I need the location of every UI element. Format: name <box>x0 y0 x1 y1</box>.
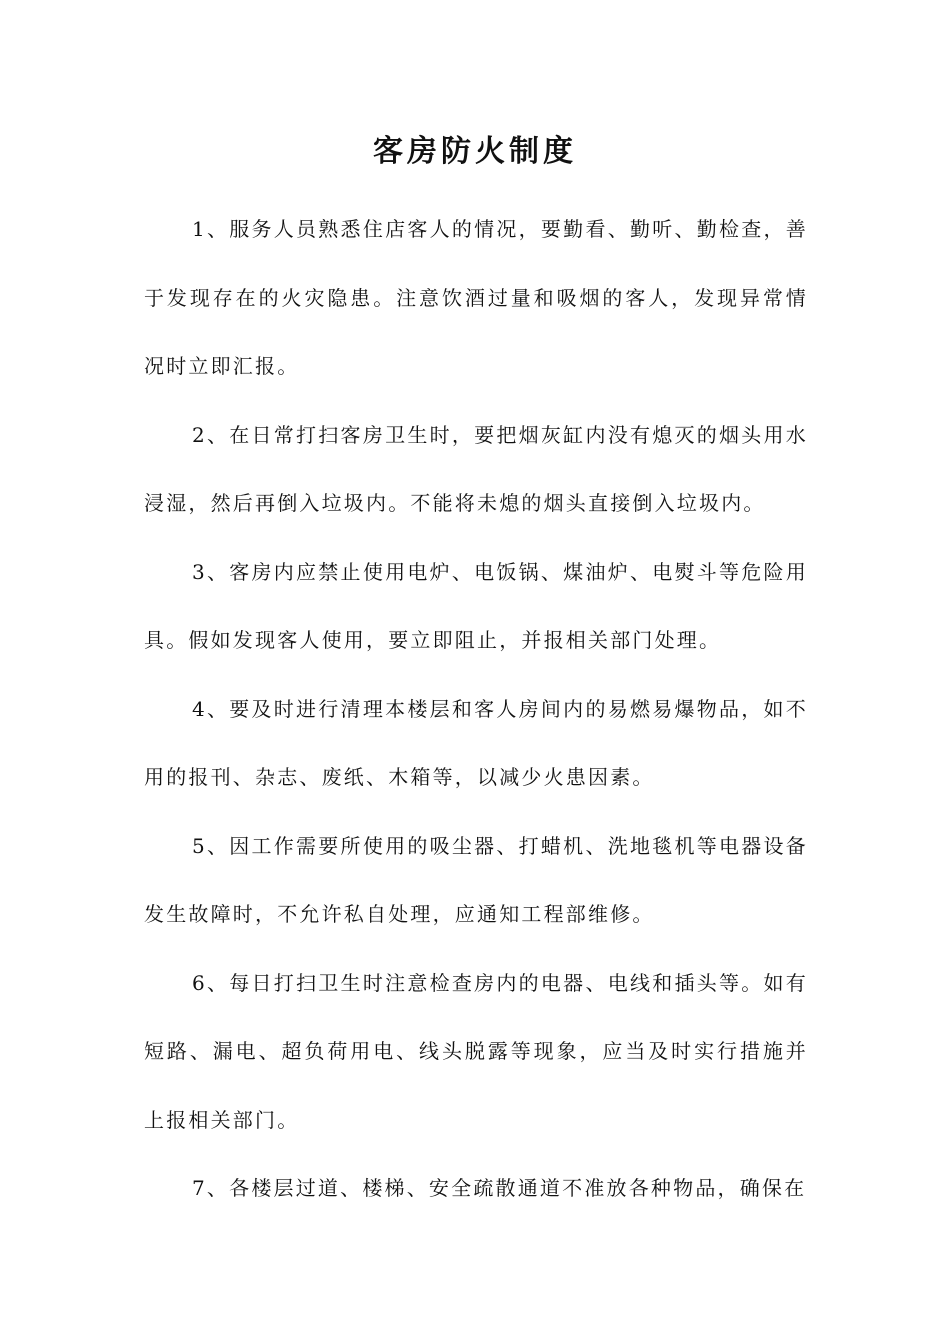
paragraph-3: 3、客房内应禁止使用电炉、电饭锅、煤油炉、电熨斗等危险用具。假如发现客人使用，要立即阻止，并报相关部门处理。 <box>144 559 808 652</box>
paragraph-4: 4、要及时进行清理本楼层和客人房间内的易燃易爆物品，如不用的报刊、杂志、废纸、木箱等，以减少火患因素。 <box>144 696 808 789</box>
paragraph-7: 7、各楼层过道、楼梯、安全疏散通道不准放各种物品，确保在 <box>192 1176 807 1200</box>
paragraph-6: 6、每日打扫卫生时注意检查房内的电器、电线和插头等。如有短路、漏电、超负荷用电、线头脱露等现象，应当及时实行措施并上报相关部门。 <box>144 970 808 1132</box>
document-title: 客房防火制度 <box>373 134 577 169</box>
paragraph-5: 5、因工作需要所使用的吸尘器、打蜡机、洗地毯机等电器设备发生故障时，不允许私自处理，应通知工程部维修。 <box>144 833 808 926</box>
paragraph-2: 2、在日常打扫客房卫生时，要把烟灰缸内没有熄灭的烟头用水浸湿，然后再倒入垃圾内。不能将未熄的烟头直接倒入垃圾内。 <box>144 422 808 515</box>
paragraph-1: 1、服务人员熟悉住店客人的情况，要勤看、勤听、勤检查，善于发现存在的火灾隐患。注意饮酒过量和吸烟的客人，发现异常情况时立即汇报。 <box>144 217 808 378</box>
document-body <box>144 195 808 1223</box>
